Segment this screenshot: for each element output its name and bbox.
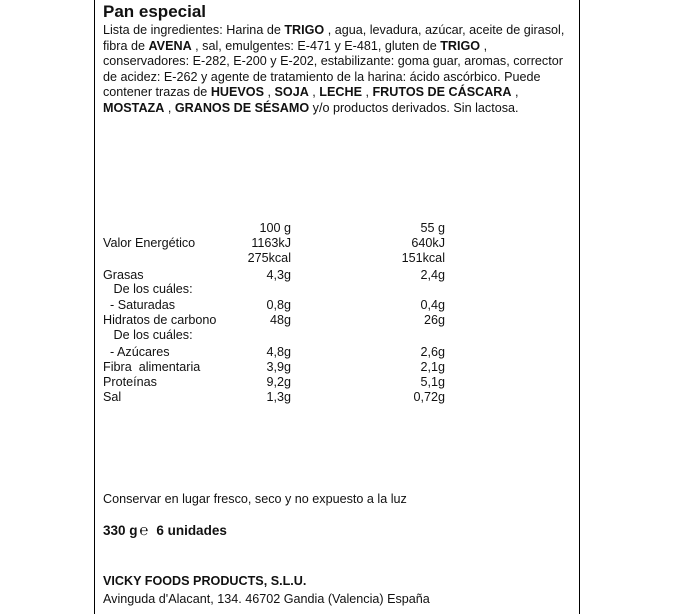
column-header-100g: 100 g <box>259 221 291 235</box>
nutrient-value-55g: 0,72g <box>413 390 445 404</box>
allergen-leche: LECHE <box>319 85 362 100</box>
company-name: VICKY FOODS PRODUCTS, S.L.U. <box>103 574 307 588</box>
nutrition-row <box>103 298 563 313</box>
nutrient-value-55g: 151kcal <box>401 251 445 265</box>
estimated-sign-icon: ℮ <box>139 522 149 539</box>
nutrient-value-55g: 0,4g <box>420 298 445 312</box>
nutrient-value-100g: 275kcal <box>247 251 291 265</box>
nutrient-value-55g: 5,1g <box>420 375 445 389</box>
storage-instructions: Conservar en lugar fresco, seco y no expuesto a la luz <box>103 492 407 506</box>
ingredients-separator: , <box>164 100 175 115</box>
nutrition-row <box>103 375 563 390</box>
nutrition-row <box>103 313 563 328</box>
ingredients-separator: , <box>511 85 519 100</box>
nutrient-label: Sal <box>103 390 122 404</box>
allergen-trigo: TRIGO <box>284 23 325 37</box>
nutrient-value-55g: 2,6g <box>420 345 445 359</box>
nutrient-value-100g: 4,8g <box>266 345 291 359</box>
nutrient-label: - Azúcares <box>103 345 170 359</box>
product-title: Pan especial <box>103 2 207 21</box>
nutrition-row <box>103 328 563 343</box>
column-header-55g: 55 g <box>420 221 445 235</box>
weight-amount: 330 g <box>103 523 138 538</box>
allergen-trigo: TRIGO <box>440 38 481 53</box>
nutrient-label: Fibra alimentaria <box>103 360 201 374</box>
allergen-sesamo: GRANOS DE SÉSAMO <box>174 100 310 115</box>
nutrient-value-100g: 48g <box>269 313 291 327</box>
allergen-frutos: FRUTOS DE CÁSCARA <box>372 85 512 100</box>
nutrient-value-100g: 0,8g <box>266 298 291 312</box>
nutrition-row <box>103 236 563 251</box>
unit-count: 6 unidades <box>156 523 227 538</box>
ingredients-separator: , <box>308 85 320 100</box>
nutrient-value-55g: 2,1g <box>420 360 445 374</box>
ingredients-part: , conservadores: E-282, E-200 y E-202, estabilizante: goma guar, aromas, corrector de acidez: E-262 y agente de tratamiento de la harina: ácido ascórbico. Puede contener trazas de <box>103 38 563 100</box>
nutrient-value-55g: 2,4g <box>420 268 445 282</box>
nutrient-label: - Saturadas <box>103 298 176 312</box>
company-address: Avinguda d'Alacant, 134. 46702 Gandia (Valencia) España <box>103 592 430 606</box>
nutrition-row <box>103 360 563 375</box>
nutrient-label: Hidratos de carbono <box>103 313 217 327</box>
ingredients-part: y/o productos derivados. Sin lactosa. <box>309 100 519 115</box>
nutrient-value-55g: 640kJ <box>411 236 445 250</box>
nutrient-value-100g: 9,2g <box>266 375 291 389</box>
allergen-mostaza: MOSTAZA <box>103 100 165 115</box>
net-weight <box>103 522 227 539</box>
nutrition-header-row <box>103 221 563 236</box>
ingredients-separator: , <box>264 85 275 100</box>
allergen-huevos: HUEVOS <box>210 85 264 100</box>
nutrient-value-55g: 26g <box>423 313 445 327</box>
nutrition-row <box>103 282 563 297</box>
ingredients-part: , agua, levadura, azúcar, aceite de girasol, fibra de <box>103 23 565 53</box>
ingredients-separator: , <box>361 85 373 100</box>
allergen-soja: SOJA <box>274 85 309 100</box>
nutrient-label: Valor Energético <box>103 236 196 250</box>
nutrient-label: De los cuáles: <box>103 282 193 296</box>
nutrient-label: Proteínas <box>103 375 157 389</box>
nutrition-row <box>103 345 563 360</box>
nutrient-value-100g: 3,9g <box>266 360 291 374</box>
allergen-avena: AVENA <box>148 38 192 53</box>
nutrition-row <box>103 268 563 283</box>
nutrient-label: Grasas <box>103 268 144 282</box>
ingredients-text <box>103 23 571 117</box>
nutrient-value-100g: 1163kJ <box>251 236 291 250</box>
ingredients-part: , sal, emulgentes: E-471 y E-481, gluten de <box>191 38 441 53</box>
nutrition-row <box>103 390 563 405</box>
nutrient-label: De los cuáles: <box>103 328 193 342</box>
ingredients-intro: Lista de ingredientes: Harina de <box>103 23 285 37</box>
nutrition-row <box>103 251 563 266</box>
nutrient-value-100g: 4,3g <box>266 268 291 282</box>
nutrient-value-100g: 1,3g <box>266 390 291 404</box>
